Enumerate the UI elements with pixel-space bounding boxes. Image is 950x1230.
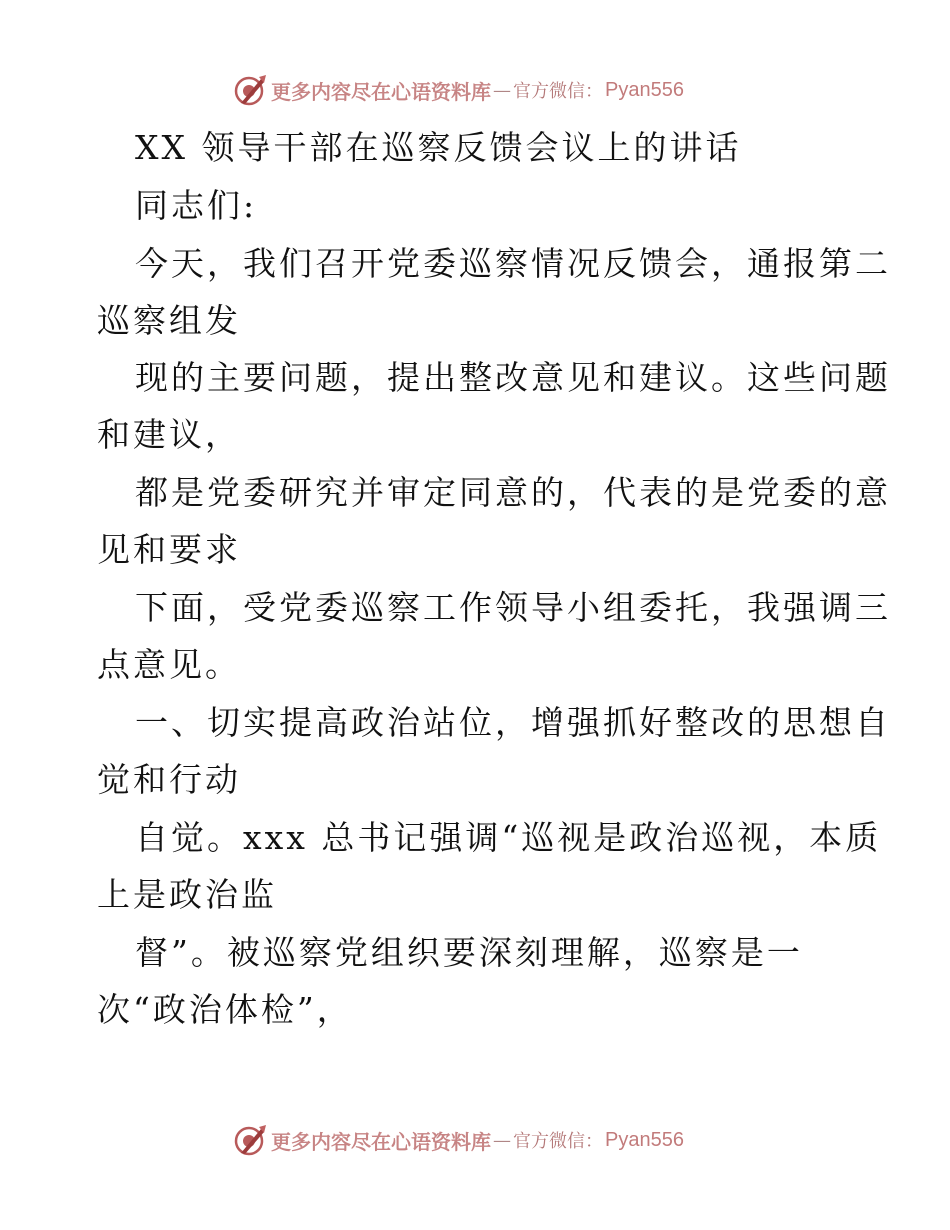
watermark-brand: 更多内容尽在心语资料库 xyxy=(271,1129,491,1154)
document-title: XX 领导干部在巡察反馈会议上的讲话 xyxy=(135,128,742,167)
paragraph-line: 都是党委研究并审定同意的，代表的是党委的意 xyxy=(135,473,891,512)
salutation: 同志们: xyxy=(135,186,258,225)
paragraph-line: 点意见。 xyxy=(97,645,241,684)
quill-logo-icon xyxy=(233,1123,267,1157)
paragraph-line: 今天，我们召开党委巡察情况反馈会，通报第二 xyxy=(135,244,891,283)
paragraph-line: 督”。被巡察党组织要深刻理解，巡察是一 xyxy=(135,933,803,972)
paragraph-line: 见和要求 xyxy=(97,530,241,569)
watermark-separator: — xyxy=(493,79,511,101)
paragraph-line: 上是政治监 xyxy=(97,875,277,914)
section-heading-line: 觉和行动 xyxy=(97,760,241,799)
header-watermark xyxy=(233,72,684,108)
watermark-separator: — xyxy=(493,1129,511,1151)
paragraph-line: 和建议， xyxy=(97,415,241,454)
paragraph-line: 自觉。xxx 总书记强调“巡视是政治巡视，本质 xyxy=(135,818,882,857)
paragraph-line: 下面，受党委巡察工作领导小组委托，我强调三 xyxy=(135,588,891,627)
quill-logo-icon xyxy=(233,73,267,107)
watermark-brand: 更多内容尽在心语资料库 xyxy=(271,79,491,104)
watermark-label: 官方微信： xyxy=(513,81,603,102)
watermark-label: 官方微信： xyxy=(513,1131,603,1152)
paragraph-line: 次“政治体检”， xyxy=(97,990,353,1029)
watermark-account: Pyan556 xyxy=(605,78,684,101)
section-heading-line: 一、切实提高政治站位，增强抓好整改的思想自 xyxy=(135,703,891,742)
watermark-account: Pyan556 xyxy=(605,1128,684,1151)
paragraph-line: 巡察组发 xyxy=(97,301,241,340)
footer-watermark xyxy=(233,1122,684,1158)
paragraph-line: 现的主要问题，提出整改意见和建议。这些问题 xyxy=(135,358,891,397)
